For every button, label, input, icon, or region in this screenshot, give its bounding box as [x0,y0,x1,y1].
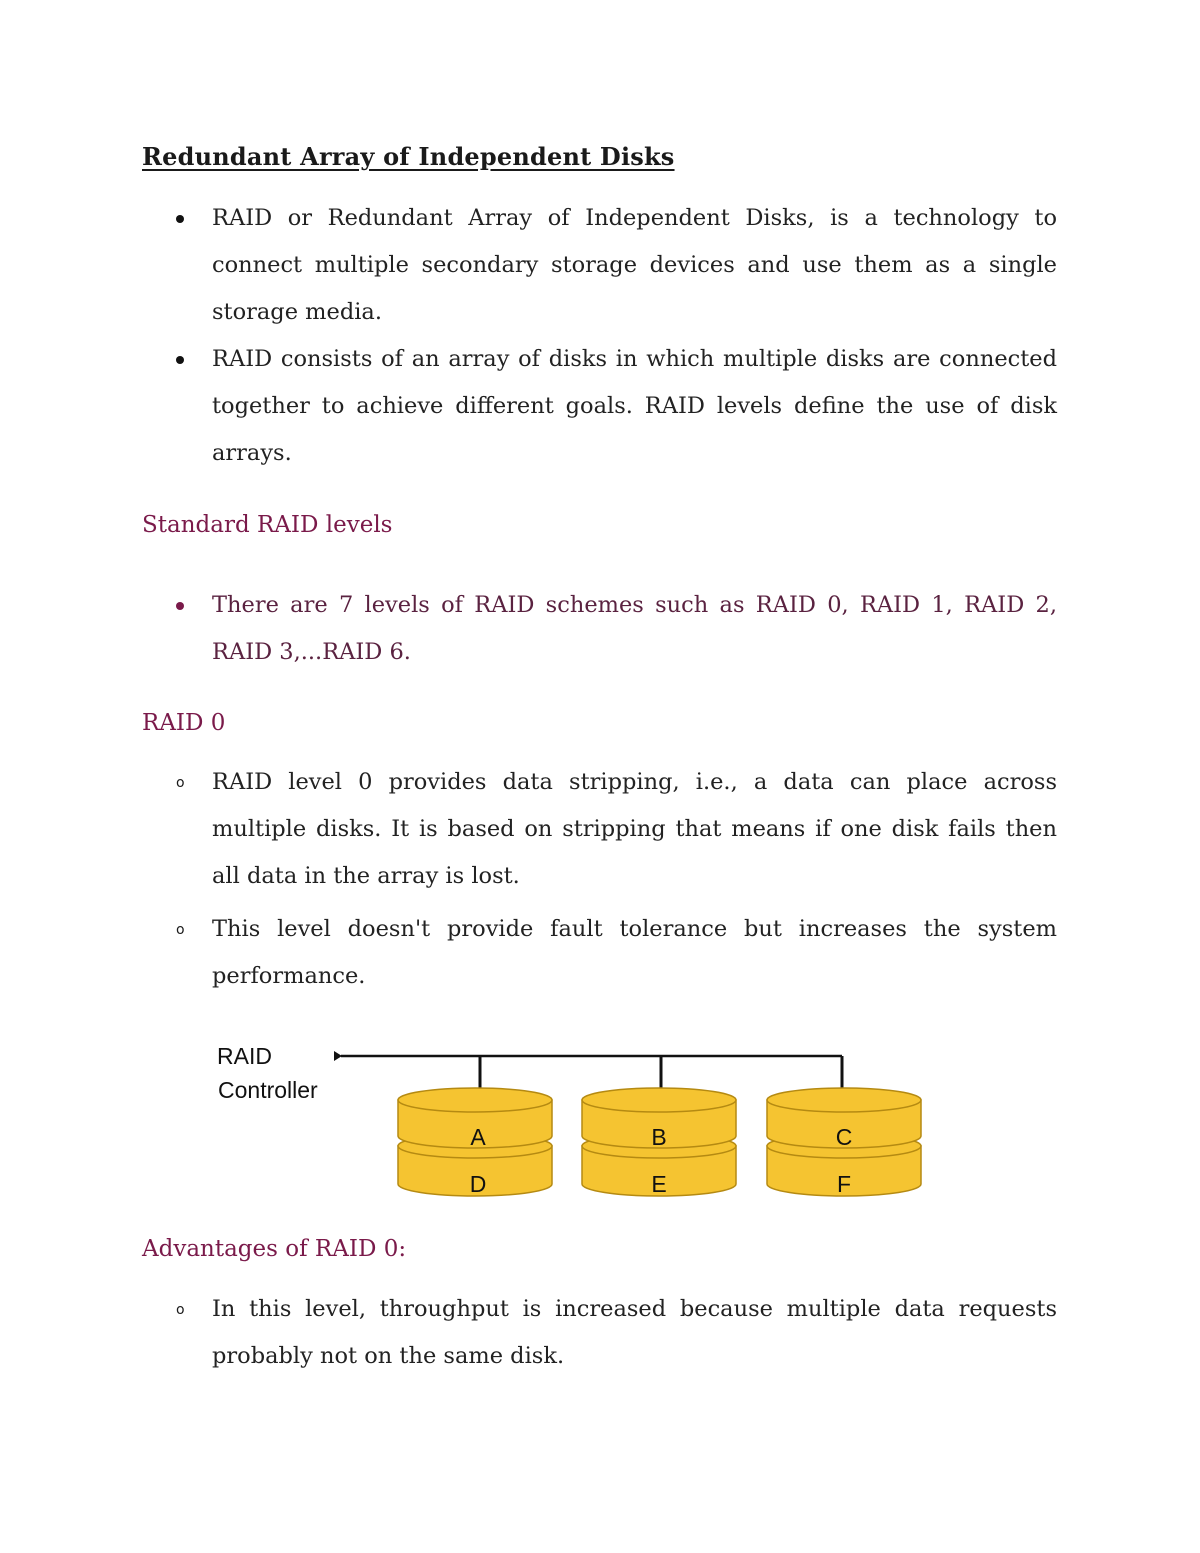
list-item-text: This level doesn't provide fault tolerance but increases the system performance. [212,916,1057,989]
list-item [0,759,1200,900]
list-item [0,582,1200,676]
arrow-head-icon [334,1051,342,1061]
raid0-list [0,759,1200,1000]
bullet-circle-icon: o [176,1302,185,1318]
disk-top-label: B [651,1124,667,1150]
disk-stack [767,1088,921,1197]
disk-stack [398,1088,552,1197]
list-item-text: RAID level 0 provides data stripping, i.e., a data can place across multiple disks. It is based on stripping that means if one disk fails then all data in the array is lost. [212,769,1057,889]
raid-diagram [210,1036,930,1206]
document-title: Redundant Array of Independent Disks [142,142,675,171]
standard-levels-list [0,582,1200,676]
section-heading-raid0: RAID 0 [142,710,226,736]
list-item-text: RAID consists of an array of disks in which multiple disks are connected together to achieve different goals. RAID levels define the use of disk arrays. [212,346,1057,466]
disk-top-label: C [835,1124,853,1150]
list-item-text: In this level, throughput is increased because multiple data requests probably not on the same disk. [212,1296,1057,1369]
list-item-text: There are 7 levels of RAID schemes such as RAID 0, RAID 1, RAID 2, RAID 3,...RAID 6. [212,592,1057,665]
list-item [0,906,1200,1000]
list-item-text: RAID or Redundant Array of Independent Disks, is a technology to connect multiple secondary storage devices and use them as a single storage media. [212,205,1057,325]
controller-label-line1: RAID [217,1043,272,1069]
disk-top-label: A [470,1124,486,1150]
section-heading-standard-levels: Standard RAID levels [142,512,393,538]
bullet-circle-icon: o [176,775,185,791]
list-item [0,1286,1200,1380]
disk-stack [582,1088,736,1197]
intro-bullet-list [0,195,1200,477]
disk-bottom-label: E [651,1171,667,1197]
list-item [0,195,1200,336]
disk-bottom-label: D [469,1171,487,1197]
list-item [0,336,1200,477]
bullet-circle-icon: o [176,922,185,938]
disk-bottom-label: F [836,1171,852,1197]
controller-label-line2: Controller [218,1077,318,1103]
section-heading-advantages: Advantages of RAID 0: [142,1236,407,1262]
bullet-dot-icon [176,602,184,610]
advantages-list [0,1286,1200,1380]
bullet-dot-icon [176,215,184,223]
bullet-dot-icon [176,356,184,364]
